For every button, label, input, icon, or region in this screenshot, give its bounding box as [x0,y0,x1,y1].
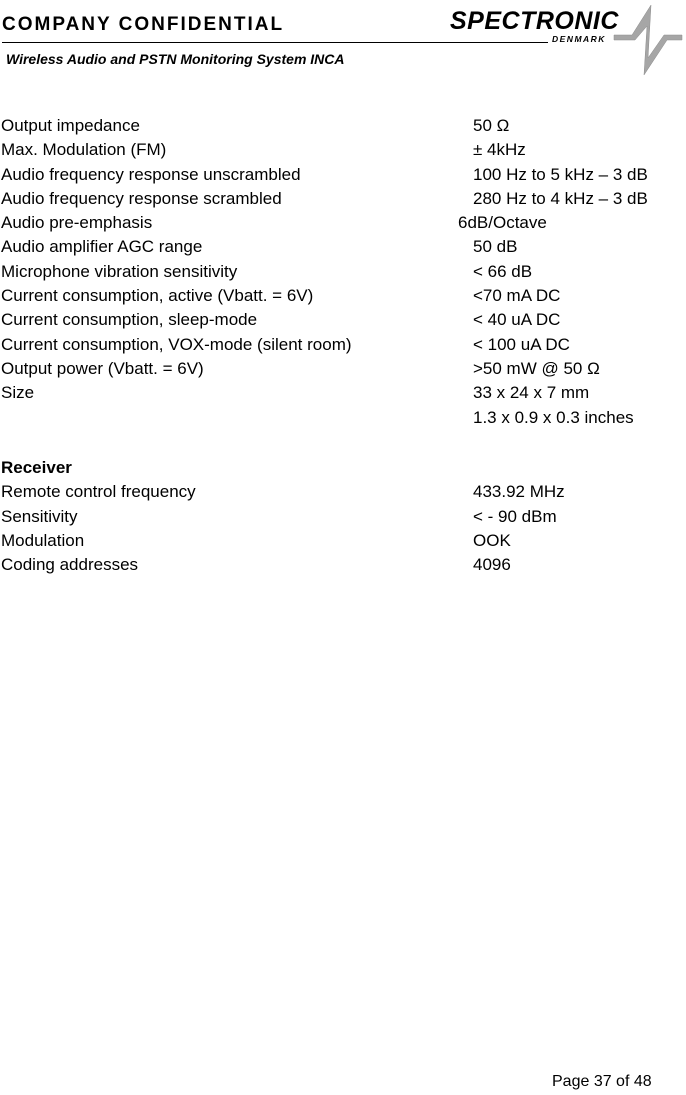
spec-row-audio-response-scrambled [0,187,686,211]
receiver-section [0,456,686,577]
receiver-heading-row [0,456,686,480]
spec-row-microphone-vibration [0,260,686,284]
specification-table [0,114,686,430]
spec-value: 100 Hz to 5 kHz – 3 dB [473,164,648,184]
spec-row-output-power [0,357,686,381]
spec-row-max-modulation [0,138,686,162]
logo-signal-mark [614,5,682,75]
spec-value: < 40 uA DC [473,310,561,330]
logo-brand-text: SPECTRONIC [450,7,619,35]
spec-row-audio-pre-emphasis [0,211,686,235]
page-number: Page 37 of 48 [552,1073,652,1090]
spec-value: ± 4kHz [473,140,526,160]
spec-label: Coding addresses [1,555,139,575]
spec-label: Current consumption, sleep-mode [1,310,258,330]
spec-value: < 66 dB [473,261,533,281]
spec-value: 50 Ω [473,116,510,135]
spec-value: OOK [473,530,511,550]
section-heading: Receiver [1,458,72,477]
document-subtitle: Wireless Audio and PSTN Monitoring System INCA [6,51,345,67]
spec-row-coding-addresses [0,553,686,577]
spec-row-agc-range [0,235,686,259]
spec-value: 1.3 x 0.9 x 0.3 inches [473,407,634,427]
spec-label: Microphone vibration sensitivity [1,261,238,281]
spec-value: 50 dB [473,237,518,257]
spec-label: Current consumption, VOX-mode (silent room) [1,334,352,354]
spec-value: 33 x 24 x 7 mm [473,383,590,403]
spec-row-sensitivity [0,505,686,529]
spec-row-size [0,381,686,405]
spec-label: Output impedance [1,116,140,135]
spec-row-size-inches [0,406,686,430]
spec-label: Max. Modulation (FM) [1,140,167,160]
spec-row-audio-response-unscrambled [0,163,686,187]
spec-row-output-impedance [0,114,686,138]
spec-label: Audio amplifier AGC range [1,237,203,257]
spectronic-logo [448,2,684,78]
spec-value: 4096 [473,555,511,575]
spec-label: Remote control frequency [1,482,196,502]
spec-row-modulation [0,529,686,553]
spec-row-current-sleep [0,308,686,332]
spec-label: Size [1,383,35,403]
logo-country-text: DENMARK [552,34,606,44]
spec-label: Output power (Vbatt. = 6V) [1,358,204,378]
spec-label: Audio frequency response unscrambled [1,164,301,184]
spec-value: 6dB/Octave [458,213,547,233]
spec-label: Modulation [1,530,85,550]
spec-label: Current consumption, active (Vbatt. = 6V) [1,286,314,306]
spec-label: Audio pre-emphasis [1,213,153,233]
spec-row-remote-control-frequency [0,480,686,504]
spec-label: Sensitivity [1,506,78,526]
spec-value: >50 mW @ 50 Ω [473,358,600,378]
spec-value: < 100 uA DC [473,334,570,354]
spec-value: 280 Hz to 4 kHz – 3 dB [473,188,648,208]
spec-row-current-active [0,284,686,308]
spec-row-current-vox [0,333,686,357]
spec-label: Audio frequency response scrambled [1,188,282,208]
spec-value: < - 90 dBm [473,506,557,526]
spec-value: 433.92 MHz [473,482,565,502]
spec-value: <70 mA DC [473,286,561,306]
confidential-title: COMPANY CONFIDENTIAL [2,14,285,35]
